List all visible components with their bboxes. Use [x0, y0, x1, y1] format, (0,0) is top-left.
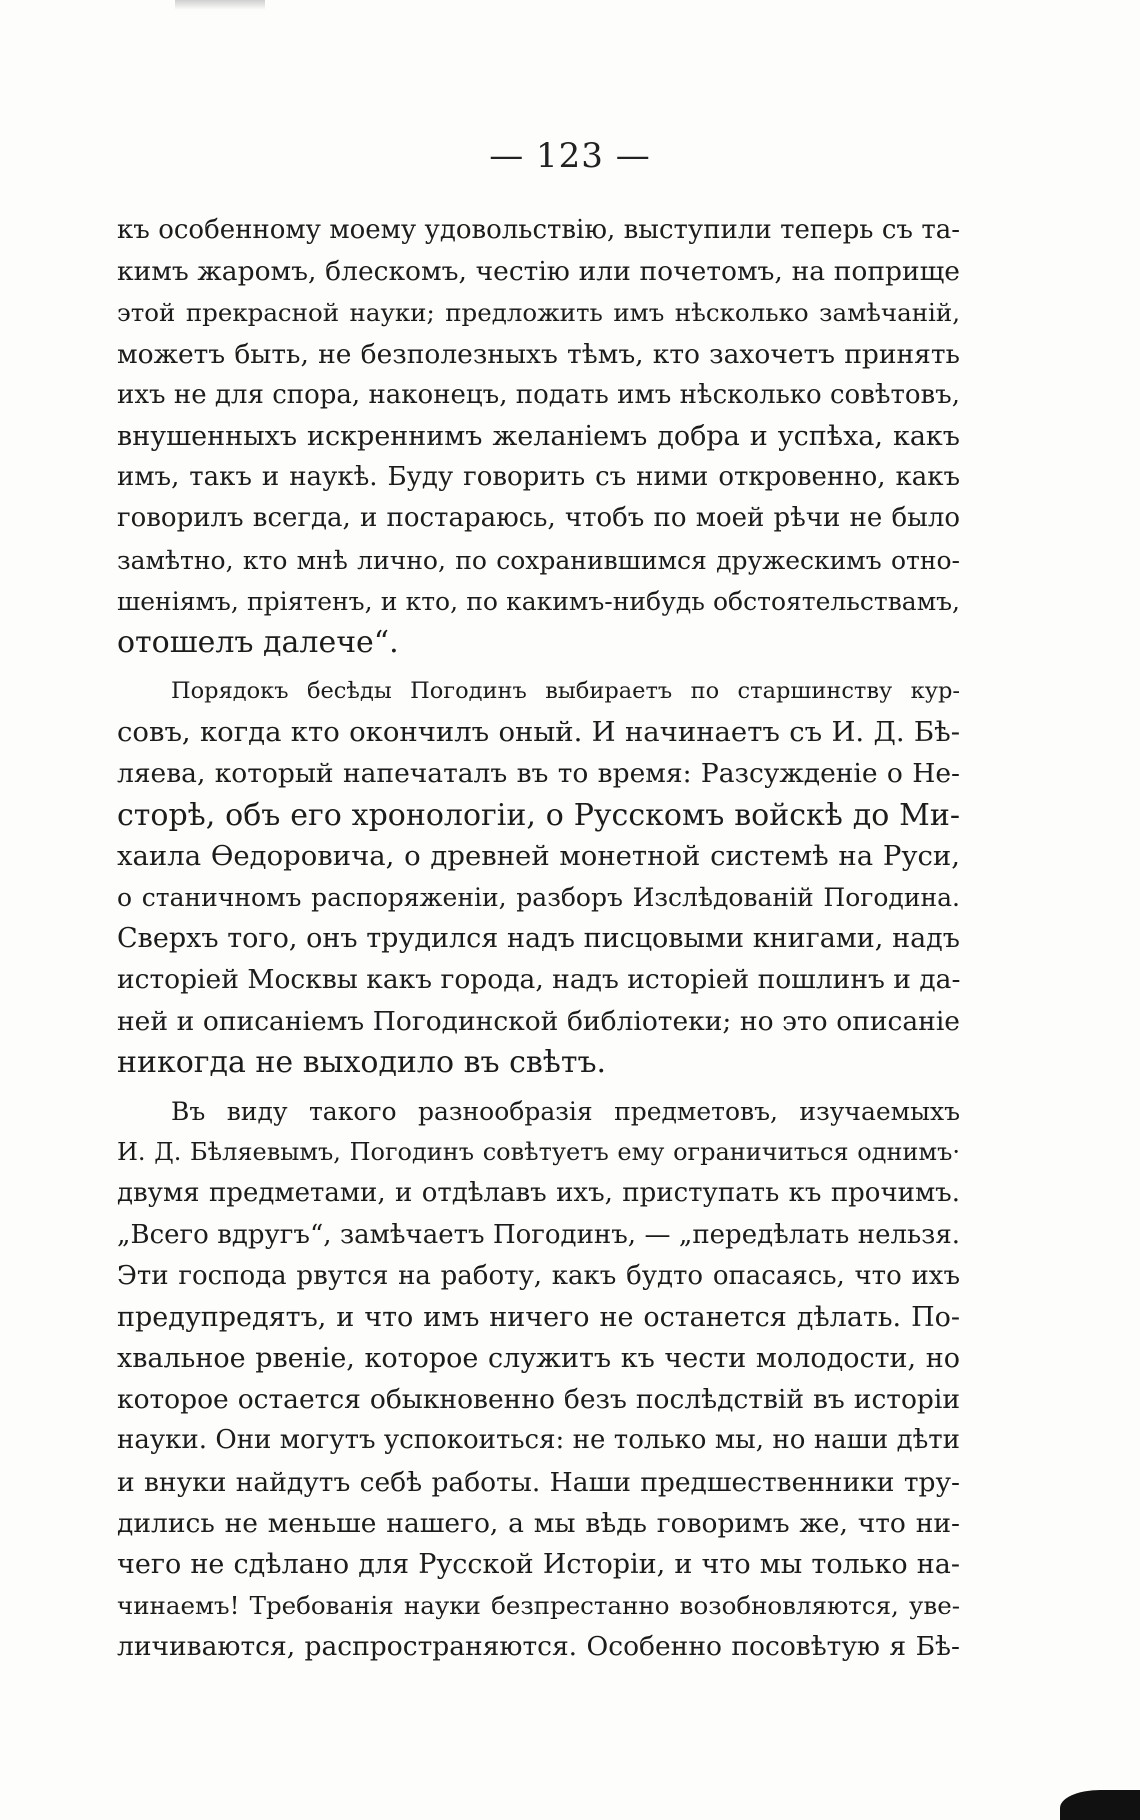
text-line: личиваются, распространяются. Особенно посовѣтую я Бѣ-	[117, 1631, 960, 1663]
text-line: Сверхъ того, онъ трудился надъ писцовыми книгами, надъ	[117, 923, 960, 955]
paragraph-1	[117, 210, 960, 663]
scan-edge-mark	[1060, 1790, 1140, 1820]
text-line: которое остается обыкновенно безъ послѣдствій въ исторіи	[117, 1384, 960, 1416]
page-number: — 123 —	[489, 136, 651, 176]
text-line: Порядокъ бесѣды Погодинъ выбираетъ по старшинству кур-	[171, 678, 960, 705]
text-line: исторіей Москвы какъ города, надъ исторіей пошлинъ и да-	[117, 964, 961, 996]
text-line: Въ виду такого разнообразія предметовъ, изучаемыхъ	[171, 1096, 960, 1126]
text-line: предупредятъ, и что имъ ничего не останется дѣлать. По-	[117, 1301, 960, 1333]
text-line: этой прекрасной науки; предложить имъ нѣсколько замѣчаній,	[117, 298, 960, 328]
text-line: кимъ жаромъ, блескомъ, честію или почетомъ, на поприще	[117, 256, 960, 288]
text-line: чинаемъ! Требованія науки безпрестанно возобновляются, уве-	[117, 1591, 960, 1621]
text-line: къ особенному моему удовольствію, выступили теперь съ та-	[117, 215, 960, 245]
text-line: хаила Ѳедоровича, о древней монетной системѣ на Руси,	[117, 839, 960, 872]
text-line: говорилъ всегда, и постараюсь, чтобъ по моей рѣчи не было	[117, 503, 960, 534]
text-line: ней и описаніемъ Погодинской библіотеки; но это описаніе	[117, 1005, 960, 1037]
text-line: „Всего вдругъ“, замѣчаетъ Погодинъ, — „передѣлать нельзя.	[117, 1219, 960, 1250]
text-line: о станичномъ распоряженіи, разборъ Изслѣдованій Погодина.	[117, 883, 960, 912]
text-line: хвальное рвеніе, которое служитъ къ чести молодости, но	[117, 1343, 960, 1375]
text-line: совъ, когда кто окончилъ оный. И начинаетъ съ И. Д. Бѣ-	[117, 716, 960, 749]
paragraph-2	[117, 671, 960, 1083]
text-line: чего не сдѣлано для Русской Исторіи, и что мы только на-	[117, 1549, 960, 1580]
text-line: ляева, который напечаталъ въ то время: Разсужденіе о Не-	[117, 758, 960, 790]
scan-mark	[175, 0, 265, 10]
text-line: науки. Они могутъ успокоиться: не только мы, но наши дѣти	[117, 1425, 960, 1456]
text-line: имъ, такъ и наукѣ. Буду говорить съ ними откровенно, какъ	[117, 462, 960, 493]
text-line: двумя предметами, и отдѣлавъ ихъ, приступать къ прочимъ.	[117, 1178, 960, 1209]
text-line: отошелъ далече“.	[117, 624, 399, 660]
text-line: Эти господа рвутся на работу, какъ будто опасаясь, что ихъ	[117, 1260, 960, 1291]
text-line: можетъ быть, не безполезныхъ тѣмъ, кто захочетъ принять	[117, 338, 960, 370]
text-line: внушенныхъ искреннимъ желаніемъ добра и успѣха, какъ	[117, 420, 960, 452]
text-line: дились не меньше нашего, а мы вѣдь говоримъ же, что ни-	[117, 1507, 960, 1539]
text-line: сторѣ, объ его хронологіи, о Русскомъ войскѣ до Ми-	[117, 797, 960, 833]
paragraph-3	[117, 1091, 960, 1668]
text-line: И. Д. Бѣляевымъ, Погодинъ совѣтуетъ ему ограничиться однимъ·	[117, 1138, 960, 1167]
text-line: ихъ не для спора, наконецъ, подать имъ нѣсколько совѣтовъ,	[117, 379, 960, 410]
text-line: шеніямъ, пріятенъ, и кто, по какимъ-нибудь обстоятельствамъ,	[117, 586, 960, 616]
page-text	[117, 210, 960, 1668]
text-line: замѣтно, кто мнѣ лично, по сохранившимся дружескимъ отно-	[117, 545, 960, 575]
text-line: и внуки найдутъ себѣ работы. Наши предшественники тру-	[117, 1466, 960, 1498]
text-line: никогда не выходило въ свѣтъ.	[117, 1044, 607, 1080]
